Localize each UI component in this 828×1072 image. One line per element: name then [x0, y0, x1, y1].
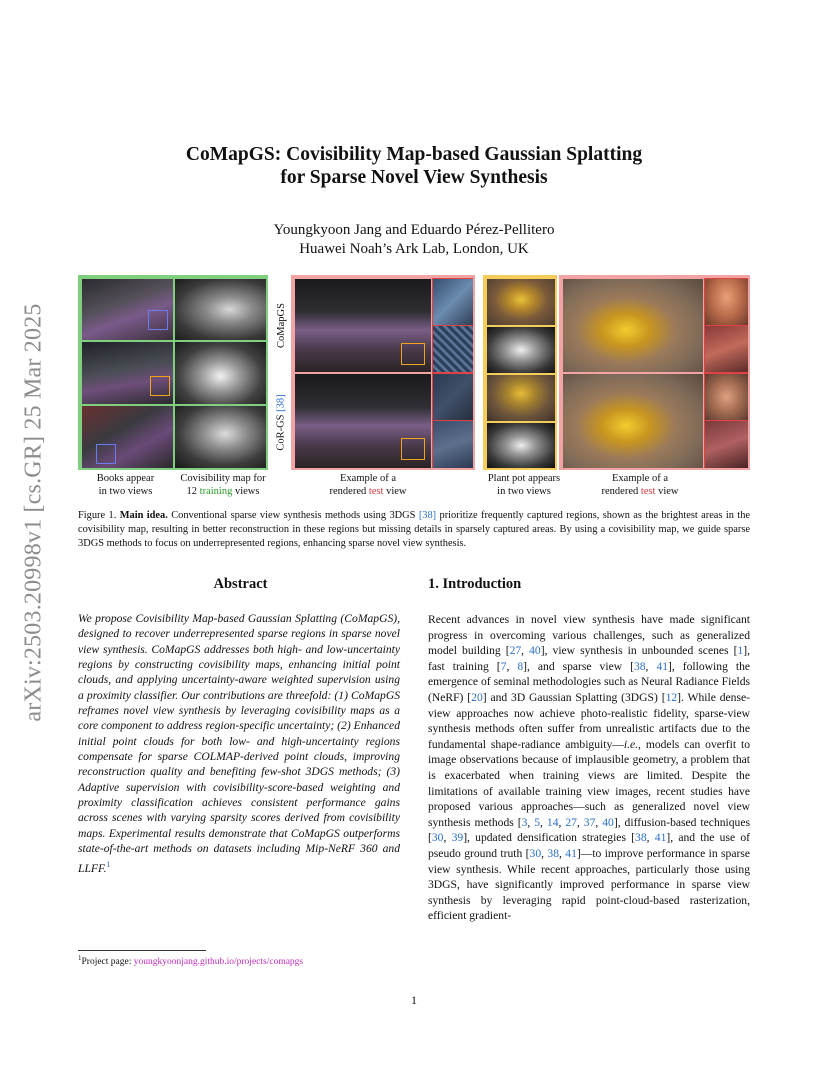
caption-part: training — [199, 486, 233, 497]
highlight-box — [401, 438, 425, 460]
figure-label: Figure 1. — [78, 510, 117, 521]
caption-line — [308, 485, 428, 498]
intro-text: , — [576, 815, 584, 829]
title-line-1: CoMapGS: Covisibility Map-based Gaussian Splatting — [185, 144, 643, 165]
zoom-corgs-2 — [433, 421, 473, 468]
intro-text: , — [443, 831, 452, 845]
arxiv-stamp-text: arXiv:2503.20998v1 [cs.GR] 25 Mar 2025 — [20, 302, 47, 722]
highlight-box — [96, 444, 116, 464]
page-number: 1 — [411, 993, 417, 1007]
figure-caption-text: prioritize frequently captured regions, shown as the brightest areas in the covisibility map, resulting in better reconstruction in these regions but missing details in sparsely captured areas. By using a covisibility map, we guide sparse 3DGS methods to focus on underrepresented regions, enhancing sparse novel view synthesis. — [78, 510, 750, 550]
row-label-corgs — [273, 375, 289, 470]
footnote-text: Project page: — [81, 957, 134, 968]
intro-heading: 1. Introduction — [428, 576, 522, 592]
citation-link[interactable]: 41 — [565, 846, 577, 860]
caption-line: Example of a — [340, 473, 396, 484]
citation-link[interactable]: 3 — [521, 815, 528, 829]
project-page-link[interactable]: youngkyoonjang.github.io/projects/comapgs — [133, 957, 304, 968]
paper-title — [100, 143, 728, 189]
row-label-corgs-name: CoR-GS — [275, 411, 287, 451]
citation-link[interactable]: 38 — [633, 659, 646, 673]
caption-line: Example of a — [612, 473, 668, 484]
zoom-lego-comapgs-2 — [705, 326, 748, 372]
authors: Youngkyoon Jang and Eduardo Pérez-Pellitero — [273, 222, 555, 238]
caption-part: test — [640, 486, 656, 497]
covis-map-1 — [175, 279, 266, 340]
caption-part: 12 — [186, 486, 200, 497]
abstract-text: We propose Covisibility Map-based Gaussian Splatting (CoMapGS), designed to recover underrepresented sparse regions in sparse novel view synthesis. CoMapGS addresses both high- and low-uncertainty regions by constructing covisibility maps, enhancing initial point clouds, and applying uncertainty-aware weighted supervision using a proximity classifier. Our contributions are threefold: (1) CoMapGS reframes novel view synthesis by leveraging covisibility maps as a core component to address region-specific uncertainty; (2) Enhanced initial point clouds for both low- and high-uncertainty regions compensate for sparse COLMAP-derived point clouds, improving reconstruction quality and benefiting few-shot 3DGS methods; (3) Adaptive supervision with covisibility-score-based weighting and proximity classification achieves consistent performance gains across scenes with varying sparsity scores derived from covisibility maps. Experimental results demonstrate that CoMapGS outperforms state-of-the-art methods on datasets including Mip-NeRF 360 and LLFF. — [78, 612, 400, 875]
caption-part: view — [655, 486, 679, 497]
covis-lego-2 — [487, 423, 555, 468]
highlight-box — [148, 310, 168, 330]
citation-link[interactable]: 27 — [509, 644, 522, 658]
caption-part: rendered — [329, 486, 369, 497]
citation-link[interactable]: 7 — [500, 659, 507, 673]
panel-plant-pot — [483, 275, 557, 470]
citation-link[interactable]: 30 — [431, 831, 444, 845]
caption-line: in two views — [497, 486, 551, 497]
zoom-corgs-1 — [433, 374, 473, 420]
intro-text: , — [645, 659, 657, 673]
photo-lego-2 — [487, 375, 555, 421]
row-label-comapgs-text: CoMapGS — [275, 303, 287, 348]
zoom-comapgs-2 — [433, 326, 473, 372]
intro-text: , — [527, 815, 535, 829]
intro-text: ], updated densification strategies [ — [463, 831, 636, 845]
caption-plant — [476, 472, 572, 498]
caption-line: Covisibility map for — [180, 473, 266, 484]
citation-link[interactable]: 5 — [534, 815, 541, 829]
intro-text: , — [506, 659, 518, 673]
panel-render-lego — [559, 275, 750, 470]
zoom-lego-comapgs-1 — [705, 279, 748, 325]
intro-text: , — [540, 815, 547, 829]
arxiv-stamp — [8, 292, 60, 732]
caption-covisibility — [168, 472, 278, 498]
intro-text: Recent advances in novel view synthesis have made significant progress in overcoming various challenges, such as generalized model building [ — [428, 613, 750, 658]
intro-text: ] and 3D Gaussian Splatting (3DGS) [ — [482, 690, 666, 704]
caption-line: in two views — [98, 486, 153, 497]
caption-line: Books appear — [96, 473, 155, 484]
citation-link[interactable]: 38 — [635, 831, 647, 845]
citation-link[interactable]: 8 — [517, 659, 524, 673]
zoom-comapgs-1 — [433, 279, 473, 325]
citation-link[interactable]: 27 — [565, 815, 577, 829]
citation-link[interactable]: 40 — [529, 644, 541, 658]
caption-line — [168, 485, 278, 498]
intro-text: ], following the emergence of seminal methodologies such as Neural Radiance Fields (NeRF) [ — [428, 659, 751, 704]
zoom-lego-corgs-2 — [705, 421, 748, 468]
teaser-figure — [78, 275, 750, 497]
covis-map-3 — [175, 406, 266, 468]
author-block — [100, 221, 728, 259]
intro-text: ], view synthesis in unbounded scenes [ — [540, 644, 738, 658]
abstract-body — [78, 611, 400, 876]
intro-text: , — [646, 831, 655, 845]
covis-lego-1 — [487, 327, 555, 373]
figure-caption-text: Conventional sparse view synthesis methods using 3DGS — [167, 510, 419, 521]
caption-line — [580, 485, 700, 498]
figure-caption — [78, 509, 750, 552]
citation-link[interactable]: 40 — [602, 815, 614, 829]
intro-text: , — [541, 846, 548, 860]
caption-render-lego — [580, 472, 700, 498]
photo-lego-1 — [487, 279, 555, 325]
caption-part: rendered — [601, 486, 641, 497]
row-label-corgs-text — [276, 394, 287, 450]
caption-line: Plant pot appears — [487, 473, 561, 484]
intro-text: , — [595, 815, 603, 829]
footnote-mark: 1 — [78, 954, 82, 962]
zoom-lego-corgs-1 — [705, 374, 748, 420]
caption-render-books — [308, 472, 428, 498]
citation-link[interactable]: 41 — [656, 659, 669, 673]
footnote-marker[interactable]: 1 — [106, 859, 111, 869]
intro-text: ], and the use of pseudo ground truth [ — [428, 831, 751, 860]
affiliation: Huawei Noah’s Ark Lab, London, UK — [299, 241, 529, 257]
citation-link[interactable]: [38] — [418, 510, 437, 521]
intro-body — [428, 612, 750, 924]
covis-map-2 — [175, 342, 266, 404]
photo-books-1 — [82, 279, 173, 340]
caption-part: test — [368, 486, 384, 497]
citation-link[interactable]: 30 — [529, 846, 542, 860]
intro-text: , — [521, 644, 530, 658]
figure-caption-bold: Main idea. — [119, 510, 168, 521]
caption-part: views — [232, 486, 260, 497]
highlight-box — [401, 343, 425, 365]
caption-part: view — [383, 486, 407, 497]
panel-books-covisibility — [78, 275, 268, 470]
abstract-heading: Abstract — [213, 576, 268, 592]
render-lego-comapgs — [563, 279, 703, 372]
row-label-comapgs — [273, 278, 289, 373]
panel-render-books — [291, 275, 475, 470]
caption-books — [78, 472, 173, 498]
intro-text: ], and sparse view [ — [523, 659, 634, 673]
citation-link[interactable]: 12 — [665, 690, 678, 704]
citation-link[interactable]: 20 — [471, 690, 483, 704]
intro-text: , models can overfit to image observations because of implausible geometry, a problem that is exacerbated when training views are limited. Despite the limitations of available training view images, recent studies have proposed various approaches—such as generalized novel view synthesis methods [ — [428, 737, 750, 829]
photo-books-2 — [82, 342, 173, 404]
intro-text: ]. While dense-view approaches now achieve photo-realistic fidelity, sparse-view synthesis methods often suffer from unrealistic artifacts due to the fundamental shape-radiance ambiguity— — [428, 690, 750, 751]
render-lego-corgs — [563, 374, 703, 468]
citation-link[interactable]: 37 — [583, 815, 596, 829]
intro-italic: i.e. — [623, 737, 639, 751]
highlight-box — [150, 376, 170, 396]
citation-link[interactable]: 14 — [546, 815, 559, 829]
intro-text: , — [558, 815, 566, 829]
photo-books-3 — [82, 406, 173, 468]
intro-text: ]—to improve performance in sparse view synthesis. While recent approaches, particularly those using 3DGS, have significantly improved performance in sparse view synthesis by leveraging rapid point-cloud-based rasterization, efficient gradient- — [428, 846, 750, 923]
title-line-2: for Sparse Novel View Synthesis — [280, 167, 548, 188]
footnote-rule — [78, 950, 206, 951]
footnote — [78, 952, 403, 968]
citation-link[interactable]: 39 — [451, 831, 464, 845]
citation-link[interactable]: 41 — [654, 831, 667, 845]
citation-link[interactable]: 1 — [737, 644, 744, 658]
intro-text: ], diffusion-based techniques [ — [428, 815, 751, 845]
citation-link[interactable]: 38 — [547, 846, 559, 860]
citation-link[interactable]: [38] — [275, 394, 287, 412]
intro-text: ], fast training [ — [428, 644, 751, 673]
intro-text: , — [559, 846, 566, 860]
render-corgs — [295, 374, 431, 468]
render-comapgs — [295, 279, 431, 372]
